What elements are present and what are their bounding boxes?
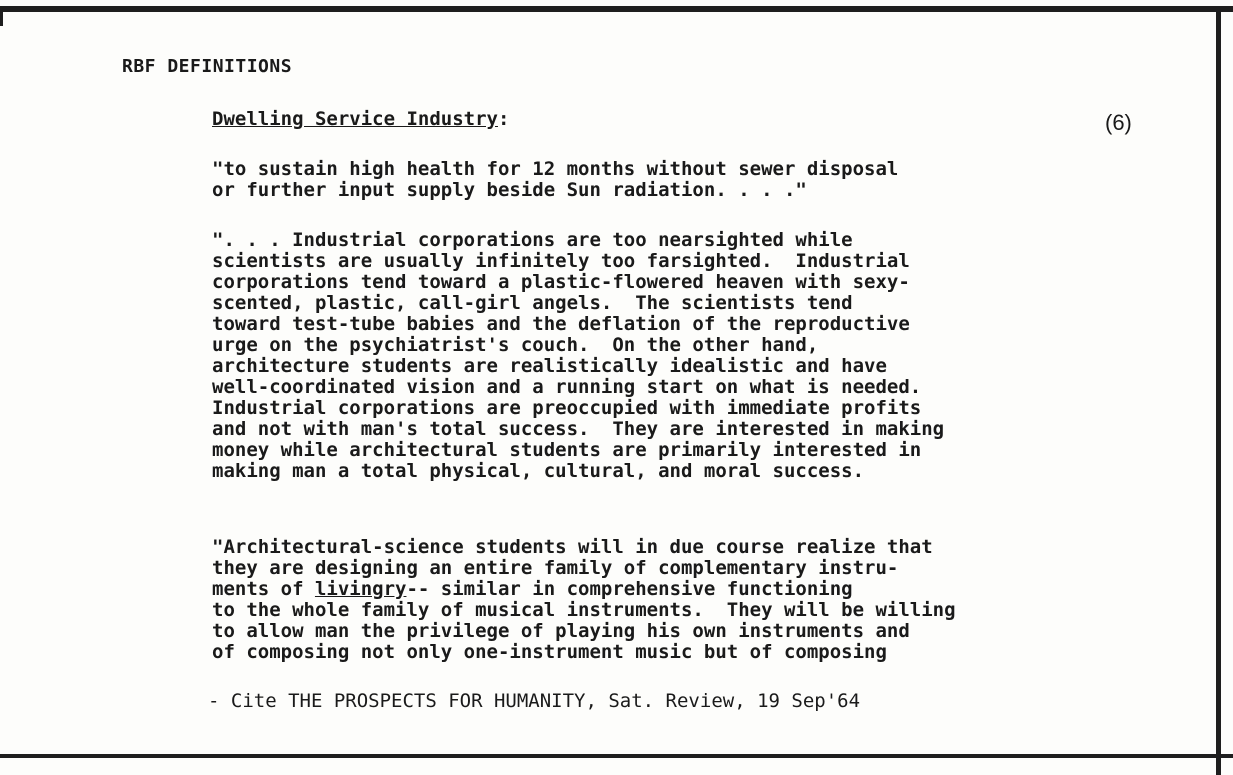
- text-line: to allow man the privilege of playing his own instruments and: [212, 620, 910, 642]
- text-line: toward test-tube babies and the deflation of the reproductive: [212, 313, 910, 335]
- definition-quote-paragraph: [212, 159, 898, 201]
- text-line: to the whole family of musical instruments. They will be willing: [212, 599, 956, 621]
- page-number: (6): [1105, 110, 1132, 135]
- top-border-line: [0, 6, 1233, 12]
- text-line: or further input supply beside Sun radiation. . . .": [212, 179, 807, 201]
- text-line: of composing not only one-instrument music but of composing: [212, 641, 887, 663]
- left-border-stub: [0, 6, 3, 26]
- industrial-corporations-paragraph: [212, 230, 944, 482]
- text-fragment: ments of: [212, 578, 315, 600]
- text-line: corporations tend toward a plastic-flowered heaven with sexy-: [212, 271, 910, 293]
- architectural-science-paragraph: [212, 537, 956, 663]
- text-line: scented, plastic, call-girl angels. The scientists tend: [212, 292, 853, 314]
- text-line: and not with man's total success. They are interested in making: [212, 418, 945, 440]
- text-line: urge on the psychiatrist's couch. On the other hand,: [212, 334, 819, 356]
- text-line: they are designing an entire family of complementary instru-: [212, 557, 899, 579]
- text-line: well-coordinated vision and a running start on what is needed.: [212, 376, 922, 398]
- livingry-term: livingry: [314, 578, 407, 600]
- section-heading-title: Dwelling Service Industry: [212, 108, 498, 130]
- text-fragment: -- similar in comprehensive functioning: [406, 578, 853, 600]
- section-heading: [212, 108, 509, 130]
- text-line: ". . . Industrial corporations are too nearsighted while: [212, 229, 853, 251]
- text-line: making man a total physical, cultural, and moral success.: [212, 460, 865, 482]
- text-line: scientists are usually infinitely too farsighted. Industrial: [212, 250, 910, 272]
- citation: - Cite THE PROSPECTS FOR HUMANITY, Sat. Review, 19 Sep'64: [208, 690, 861, 712]
- text-line: money while architectural students are primarily interested in: [212, 439, 922, 461]
- text-line: [212, 579, 956, 600]
- document-header: RBF DEFINITIONS: [122, 56, 293, 77]
- text-line: "Architectural-science students will in due course realize that: [212, 536, 933, 558]
- right-border-line: [1216, 6, 1221, 775]
- text-line: "to sustain high health for 12 months without sewer disposal: [212, 158, 899, 180]
- section-heading-colon: :: [497, 108, 510, 130]
- bottom-border-line: [0, 754, 1233, 758]
- text-line: architecture students are realistically idealistic and have: [212, 355, 887, 377]
- text-line: Industrial corporations are preoccupied with immediate profits: [212, 397, 922, 419]
